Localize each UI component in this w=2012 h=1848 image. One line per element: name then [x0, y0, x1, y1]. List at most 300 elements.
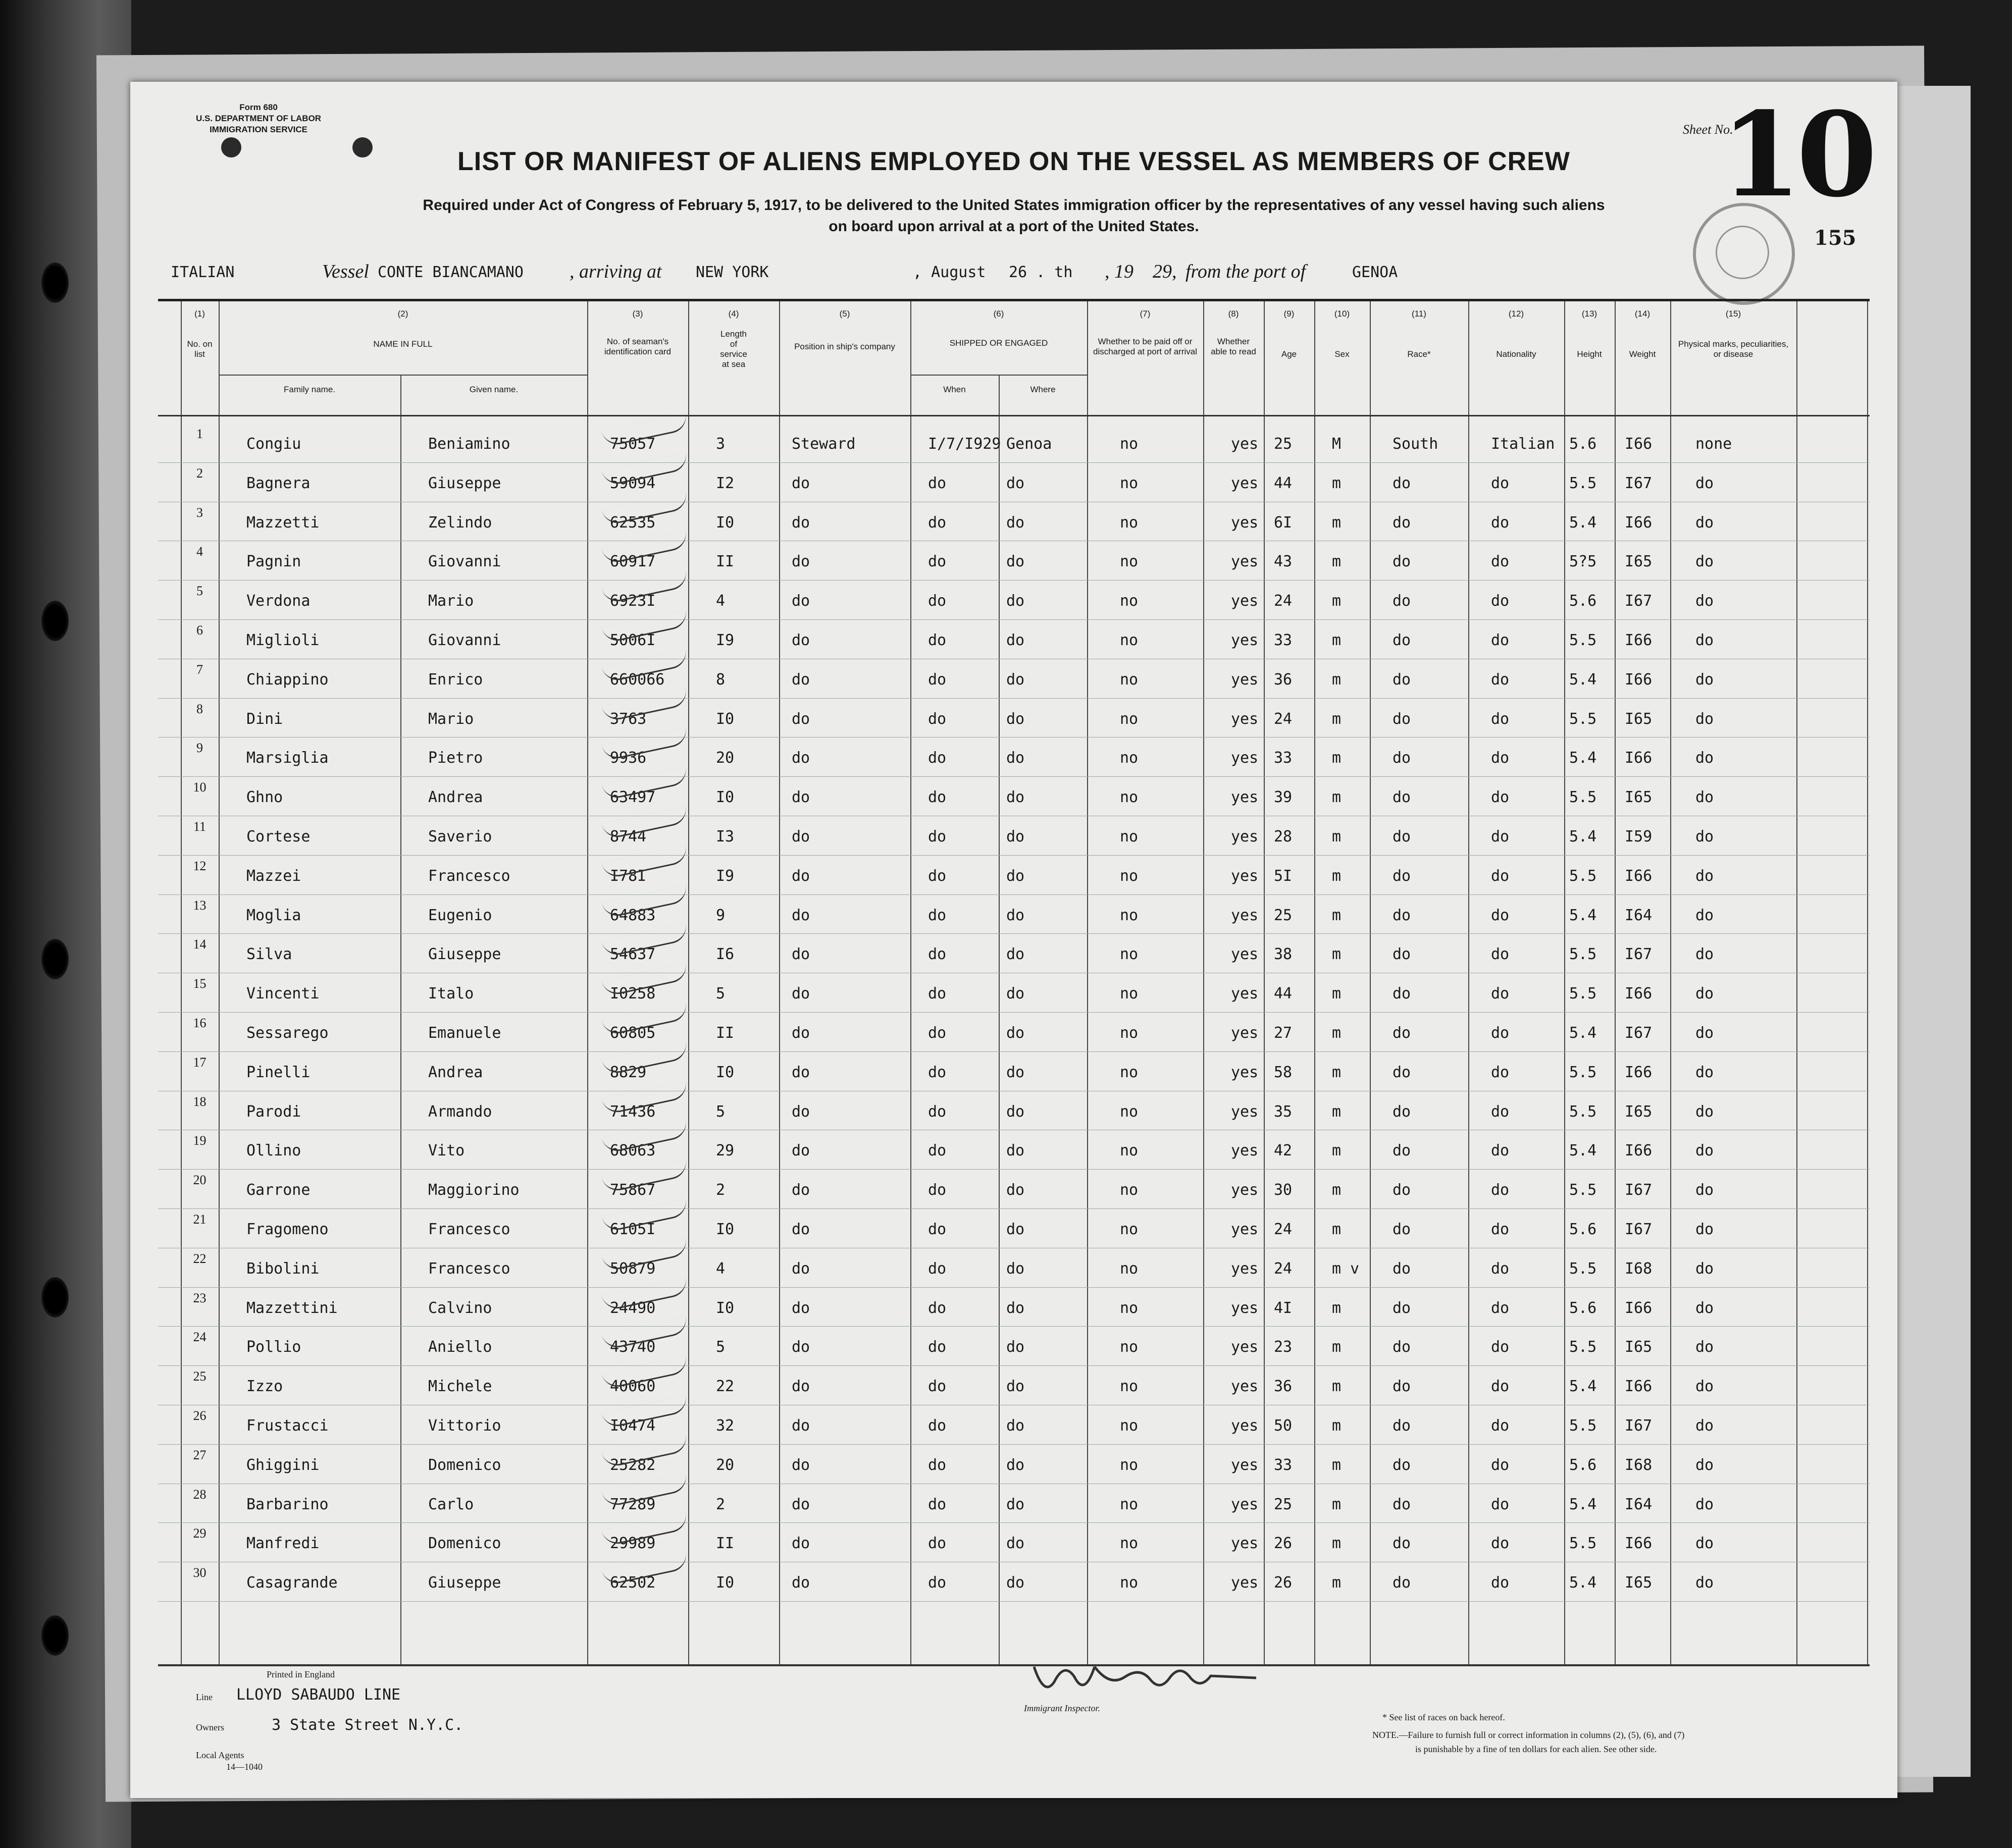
able-to-read: yes: [1231, 1181, 1259, 1199]
family-name: Parodi: [246, 1102, 301, 1121]
shipped-where: do: [1006, 1299, 1025, 1317]
height: 5.4: [1569, 906, 1597, 924]
shipped-where: do: [1006, 1181, 1025, 1199]
race: do: [1392, 1259, 1411, 1278]
grid-line: [158, 415, 1870, 416]
height: 5.5: [1569, 1417, 1597, 1435]
sex: M: [1332, 435, 1342, 453]
nationality: do: [1491, 592, 1510, 610]
paid-off: no: [1120, 945, 1139, 964]
age: 36: [1274, 670, 1293, 689]
position: do: [792, 1024, 810, 1042]
position: do: [792, 828, 810, 846]
row-number: 7: [196, 662, 203, 677]
col-nationality: Nationality: [1496, 349, 1536, 359]
age: 39: [1274, 788, 1293, 807]
shipped-where: do: [1006, 788, 1025, 807]
grid-line: [1203, 301, 1204, 1664]
physical-marks: do: [1695, 1456, 1714, 1474]
nationality: Italian: [1491, 435, 1555, 453]
family-name: Mazzettini: [246, 1299, 338, 1317]
shipped-when: do: [928, 513, 947, 532]
row-rule: [158, 894, 1870, 895]
race: do: [1392, 1456, 1411, 1474]
given-name: Saverio: [428, 828, 492, 846]
able-to-read: yes: [1231, 1338, 1259, 1356]
row-rule: [158, 1601, 1870, 1602]
given-name: Vito: [428, 1142, 465, 1160]
shipped-where: do: [1006, 631, 1025, 649]
row-rule: [158, 1169, 1870, 1170]
sex: m: [1332, 592, 1342, 610]
shipped-when: do: [928, 1181, 947, 1199]
race: do: [1392, 788, 1411, 807]
row-number: 6: [196, 623, 203, 638]
given-name: Francesco: [428, 1221, 510, 1238]
shipped-when: do: [928, 1024, 947, 1042]
age: 25: [1274, 906, 1293, 924]
sex: m: [1332, 788, 1342, 807]
shipped-when: do: [928, 1574, 947, 1592]
subtitle-line-1: Required under Act of Congress of February 5, 1917, to be delivered to the United States immigration officer by the representatives of any vessel having such aliens: [423, 197, 1605, 214]
shipped-when: do: [928, 867, 947, 885]
service-length: 3: [716, 435, 726, 453]
age: 36: [1274, 1378, 1293, 1396]
nationality: do: [1491, 985, 1510, 1003]
nationality: do: [1491, 867, 1510, 885]
inspector-label: Immigrant Inspector.: [1024, 1703, 1100, 1713]
position: do: [792, 945, 810, 964]
race: do: [1392, 1495, 1411, 1513]
id-card-number: 71436: [610, 1102, 656, 1121]
weight: I65: [1625, 710, 1653, 728]
service-length: I9: [716, 631, 735, 649]
row-number: 22: [193, 1251, 207, 1266]
paid-off: no: [1120, 1417, 1139, 1435]
grid-line: [1796, 301, 1797, 1664]
shipped-where: do: [1006, 1142, 1025, 1160]
race: do: [1392, 906, 1411, 924]
id-card-number: 660066: [610, 670, 665, 689]
sex: m: [1332, 906, 1342, 924]
id-card-number: 75867: [610, 1181, 656, 1199]
given-name: Andrea: [428, 788, 483, 807]
race: do: [1392, 1338, 1411, 1356]
shipped-where: do: [1006, 1535, 1025, 1553]
shipped-where: Genoa: [1006, 435, 1052, 453]
paid-off: no: [1120, 1024, 1139, 1042]
service-length: I0: [716, 1299, 735, 1317]
nationality: do: [1491, 828, 1510, 846]
paid-off: no: [1120, 1181, 1139, 1199]
paid-off: no: [1120, 828, 1139, 846]
physical-marks: do: [1695, 867, 1714, 885]
shipped-when: do: [928, 828, 947, 846]
given-name: Italo: [428, 985, 474, 1003]
height: 5.4: [1569, 749, 1597, 767]
age: 24: [1274, 592, 1293, 610]
grid-line: [219, 375, 587, 376]
paid-off: no: [1120, 1378, 1139, 1396]
page-number: 155: [1814, 226, 1856, 250]
grid-line: [1468, 301, 1469, 1664]
sex: m: [1332, 1456, 1342, 1474]
row-number: 13: [193, 897, 207, 913]
able-to-read: yes: [1231, 1456, 1259, 1474]
row-number: 5: [196, 584, 203, 599]
id-card-number: 77289: [610, 1495, 656, 1513]
age: 27: [1274, 1024, 1293, 1042]
grid-line: [1370, 301, 1371, 1664]
height: 5.5: [1569, 985, 1597, 1003]
race: do: [1392, 1417, 1411, 1435]
sex: m: [1332, 1574, 1342, 1592]
grid-line: [1670, 301, 1671, 1664]
shipped-where: do: [1006, 513, 1025, 532]
family-name: Bagnera: [246, 474, 311, 492]
id-card-number: 40060: [610, 1378, 656, 1396]
grid-line: [688, 301, 689, 1664]
col-5-number: (5): [839, 309, 850, 319]
sex: m: [1332, 670, 1342, 689]
height: 5.6: [1569, 1456, 1597, 1474]
shipped-where: do: [1006, 592, 1025, 610]
paid-off: no: [1120, 1495, 1139, 1513]
family-name: Vincenti: [246, 985, 320, 1003]
position: do: [792, 1102, 810, 1121]
row-number: 4: [196, 544, 203, 559]
family-name: Fragomeno: [246, 1221, 329, 1238]
sex: m: [1332, 513, 1342, 532]
col-sex: Sex: [1334, 349, 1350, 359]
id-card-number: I0258: [610, 985, 656, 1003]
weight: I66: [1625, 1378, 1653, 1396]
position: Steward: [792, 435, 856, 453]
paid-off: no: [1120, 1338, 1139, 1356]
row-number: 3: [196, 505, 203, 520]
owners-value: 3 State Street N.Y.C.: [272, 1716, 463, 1734]
weight: I67: [1625, 592, 1653, 610]
family-name: Silva: [246, 945, 292, 964]
paid-off: no: [1120, 1063, 1139, 1081]
row-number: 18: [193, 1094, 207, 1109]
age: 25: [1274, 1495, 1293, 1513]
nationality: do: [1491, 749, 1510, 767]
shipped-when: do: [928, 710, 947, 728]
penalty-note-2: is punishable by a fine of ten dollars for each alien. See other side.: [1415, 1744, 1657, 1754]
weight: I66: [1625, 1142, 1653, 1160]
position: do: [792, 1417, 810, 1435]
row-number: 11: [193, 819, 207, 834]
position: do: [792, 1378, 810, 1396]
service-length: I6: [716, 945, 735, 964]
binder-hole: [41, 1277, 69, 1317]
shipped-when: do: [928, 1142, 947, 1160]
height: 5.5: [1569, 867, 1597, 885]
given-name: Domenico: [428, 1456, 501, 1474]
able-to-read: yes: [1231, 1495, 1259, 1513]
shipped-where: do: [1006, 1417, 1025, 1435]
height: 5.5: [1569, 710, 1597, 728]
paid-off: no: [1120, 1259, 1139, 1278]
id-card-number: 43740: [610, 1338, 656, 1356]
id-card-number: 8829: [610, 1063, 647, 1081]
physical-marks: do: [1695, 1142, 1714, 1160]
race: do: [1392, 670, 1411, 689]
service-length: I0: [716, 710, 735, 728]
paid-off: no: [1120, 1535, 1139, 1553]
position: do: [792, 592, 810, 610]
physical-marks: do: [1695, 1024, 1714, 1042]
height: 5.6: [1569, 1299, 1597, 1317]
race: do: [1392, 828, 1411, 846]
shipped-where: do: [1006, 1063, 1025, 1081]
able-to-read: yes: [1231, 1259, 1259, 1278]
shipped-when: do: [928, 474, 947, 492]
position: do: [792, 749, 810, 767]
arrival-month: , August: [913, 263, 986, 281]
family-name: Ghiggini: [246, 1456, 320, 1474]
family-name: Mazzetti: [246, 513, 320, 532]
shipped-where: do: [1006, 1221, 1025, 1238]
paid-off: no: [1120, 788, 1139, 807]
row-number: 8: [196, 701, 203, 716]
shipped-where: do: [1006, 1574, 1025, 1592]
col-height: Height: [1577, 349, 1602, 359]
physical-marks: do: [1695, 788, 1714, 807]
able-to-read: yes: [1231, 513, 1259, 532]
weight: I68: [1625, 1456, 1653, 1474]
row-number: 19: [193, 1133, 207, 1148]
service-length: I0: [716, 1063, 735, 1081]
family-name: Pollio: [246, 1338, 301, 1356]
arrival-year-prefix: , 19: [1105, 261, 1133, 282]
sex: m: [1332, 1417, 1342, 1435]
race: do: [1392, 945, 1411, 964]
col-age: Age: [1281, 349, 1297, 359]
id-card-number: 63497: [610, 788, 656, 807]
row-number: 29: [193, 1526, 207, 1541]
from-port-label: from the port of: [1185, 261, 1306, 282]
weight: I66: [1625, 513, 1653, 532]
paid-off: no: [1120, 1221, 1139, 1238]
family-name: Dini: [246, 710, 283, 728]
given-name: Giuseppe: [428, 474, 501, 492]
race: South: [1392, 435, 1438, 453]
race: do: [1392, 592, 1411, 610]
able-to-read: yes: [1231, 553, 1259, 571]
shipped-when: do: [928, 1417, 947, 1435]
nationality: do: [1491, 1495, 1510, 1513]
able-to-read: yes: [1231, 1417, 1259, 1435]
height: 5.5: [1569, 1102, 1597, 1121]
able-to-read: yes: [1231, 474, 1259, 492]
family-name: Izzo: [246, 1378, 283, 1396]
nationality: do: [1491, 1063, 1510, 1081]
col-14-number: (14): [1634, 309, 1650, 319]
age: 38: [1274, 945, 1293, 964]
shipped-where: do: [1006, 828, 1025, 846]
service-length: 2: [716, 1495, 726, 1513]
physical-marks: do: [1695, 1259, 1714, 1278]
given-name: Domenico: [428, 1535, 501, 1553]
subtitle-line-2: on board upon arrival at a port of the United States.: [829, 218, 1199, 235]
grid-line: [910, 375, 1087, 376]
row-number: 20: [193, 1173, 207, 1188]
service-length: 8: [716, 670, 726, 689]
shipped-where: do: [1006, 1102, 1025, 1121]
races-note: * See list of races on back hereof.: [1382, 1712, 1505, 1722]
position: do: [792, 1456, 810, 1474]
position: do: [792, 631, 810, 649]
row-number: 21: [193, 1212, 207, 1227]
height: 5.5: [1569, 788, 1597, 807]
weight: I67: [1625, 474, 1653, 492]
id-card-number: 50879: [610, 1259, 656, 1278]
sex: m: [1332, 1181, 1342, 1199]
height: 5.4: [1569, 670, 1597, 689]
department-name: U.S. DEPARTMENT OF LABOR: [196, 114, 322, 123]
nationality: do: [1491, 945, 1510, 964]
weight: I66: [1625, 985, 1653, 1003]
row-number: 10: [193, 780, 207, 795]
age: 6I: [1274, 513, 1293, 532]
family-name: Marsiglia: [246, 749, 329, 767]
physical-marks: do: [1695, 1063, 1714, 1081]
physical-marks: do: [1695, 670, 1714, 689]
position: do: [792, 867, 810, 885]
id-card-number: 3763: [610, 710, 647, 728]
weight: I59: [1625, 828, 1653, 846]
nationality: do: [1491, 1221, 1510, 1238]
given-name: Zelindo: [428, 513, 492, 532]
height: 5.6: [1569, 435, 1597, 453]
height: 5?5: [1569, 553, 1597, 571]
physical-marks: do: [1695, 1102, 1714, 1121]
vessel-info-line: [171, 263, 1837, 294]
physical-marks: do: [1695, 1181, 1714, 1199]
physical-marks: do: [1695, 1299, 1714, 1317]
col-13-number: (13): [1581, 309, 1597, 319]
race: do: [1392, 513, 1411, 532]
given-name: Francesco: [428, 867, 510, 885]
shipped-where: do: [1006, 985, 1025, 1003]
family-name: Moglia: [246, 906, 301, 924]
shipped-when: do: [928, 945, 947, 964]
sheet-label: Sheet No.: [1683, 122, 1733, 137]
col-name-in-full: NAME IN FULL: [373, 339, 433, 349]
height: 5.5: [1569, 1063, 1597, 1081]
shipped-where: do: [1006, 1378, 1025, 1396]
sex: m: [1332, 749, 1342, 767]
grid-line: [1087, 301, 1088, 1664]
shipped-when: do: [928, 553, 947, 571]
form-code: 14—1040: [226, 1762, 263, 1772]
sex: m: [1332, 1102, 1342, 1121]
nationality: do: [1491, 906, 1510, 924]
position: do: [792, 710, 810, 728]
nationality: do: [1491, 1024, 1510, 1042]
family-name: Pagnin: [246, 553, 301, 571]
given-name: Eugenio: [428, 906, 492, 924]
binder-hole: [41, 262, 69, 303]
weight: I68: [1625, 1259, 1653, 1278]
given-name: Mario: [428, 592, 474, 610]
physical-marks: none: [1695, 435, 1732, 453]
agents-label: Local Agents: [196, 1750, 244, 1760]
age: 33: [1274, 1456, 1293, 1474]
given-name: Andrea: [428, 1063, 483, 1081]
weight: I67: [1625, 1221, 1653, 1238]
col-where: Where: [1030, 385, 1056, 394]
family-name: Frustacci: [246, 1417, 329, 1435]
race: do: [1392, 1221, 1411, 1238]
race: do: [1392, 474, 1411, 492]
age: 28: [1274, 828, 1293, 846]
weight: I64: [1625, 906, 1653, 924]
id-card-number: 9936: [610, 749, 647, 767]
age: 24: [1274, 1259, 1293, 1278]
shipped-when: do: [928, 788, 947, 807]
col-7-number: (7): [1140, 309, 1151, 319]
line-label: Line: [196, 1692, 213, 1702]
paid-off: no: [1120, 670, 1139, 689]
nationality: do: [1491, 1535, 1510, 1553]
shipped-where: do: [1006, 670, 1025, 689]
race: do: [1392, 1378, 1411, 1396]
given-name: Calvino: [428, 1299, 492, 1317]
shipped-where: do: [1006, 867, 1025, 885]
id-card-number: 5006I: [610, 631, 656, 649]
paid-off: no: [1120, 710, 1139, 728]
service-length: I0: [716, 788, 735, 807]
height: 5.4: [1569, 1495, 1597, 1513]
sex: m: [1332, 1535, 1342, 1553]
shipped-when: do: [928, 1221, 947, 1238]
able-to-read: yes: [1231, 1142, 1259, 1160]
position: do: [792, 1535, 810, 1553]
physical-marks: do: [1695, 1574, 1714, 1592]
nationality: do: [1491, 1299, 1510, 1317]
sex: m: [1332, 474, 1342, 492]
position: do: [792, 1259, 810, 1278]
nationality: do: [1491, 1338, 1510, 1356]
shipped-where: do: [1006, 945, 1025, 964]
position: do: [792, 1495, 810, 1513]
shipped-when: do: [928, 1456, 947, 1474]
position: do: [792, 1142, 810, 1160]
grid-line: [1314, 301, 1315, 1664]
position: do: [792, 1063, 810, 1081]
age: 42: [1274, 1142, 1293, 1160]
age: 44: [1274, 474, 1293, 492]
able-to-read: yes: [1231, 906, 1259, 924]
weight: I65: [1625, 553, 1653, 571]
row-number: 2: [196, 465, 203, 481]
family-name: Miglioli: [246, 631, 320, 649]
row-rule: [158, 1365, 1870, 1366]
service-length: II: [716, 553, 735, 571]
row-rule: [158, 1051, 1870, 1052]
height: 5.6: [1569, 1221, 1597, 1238]
service-length: I3: [716, 828, 735, 846]
physical-marks: do: [1695, 513, 1714, 532]
id-card-number: 60805: [610, 1024, 656, 1042]
row-number: 12: [193, 858, 207, 873]
able-to-read: yes: [1231, 710, 1259, 728]
grid-line: [910, 301, 911, 1664]
col-12-number: (12): [1508, 309, 1524, 319]
